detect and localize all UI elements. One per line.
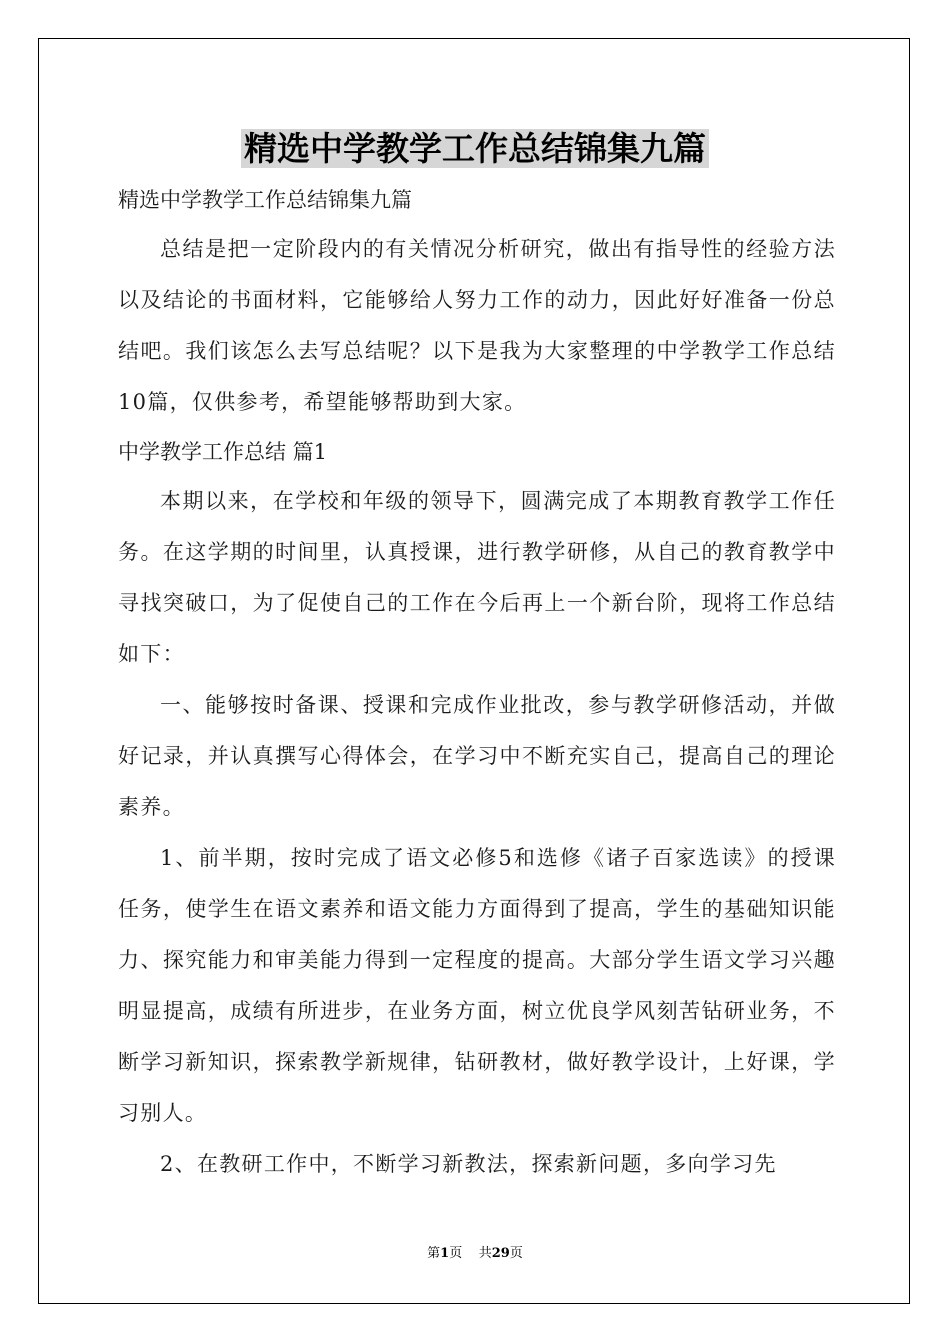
section-heading: 中学教学工作总结 篇1 [118, 440, 328, 464]
body-paragraph-4: 2、在教研工作中，不断学习新教法，探索新问题，多向学习先 [160, 1152, 777, 1176]
document-title-text: 精选中学教学工作总结锦集九篇 [241, 129, 709, 168]
footer-page-current: 1 [440, 1246, 450, 1261]
footer-prefix: 第 [427, 1246, 441, 1261]
page-footer [0, 1244, 950, 1264]
body-paragraph-3: 1、前半期，按时完成了语文必修5和选修《诸子百家选读》的授课任务，使学生在语文素养和语文能力方面得到了提高，学生的基础知识能力、探究能力和审美能力得到一定程度的提高。大部分学生语文学习兴趣明显提高，成绩有所进步，在业务方面，树立优良学风刻苦钻研业务，不断学习新知识，探索教学新规律，钻研教材，做好教学设计，上好课，学习别人。 [118, 846, 836, 1125]
document-title [0, 124, 950, 174]
intro-paragraph: 总结是把一定阶段内的有关情况分析研究，做出有指导性的经验方法以及结论的书面材料，它能够给人努力工作的动力，因此好好准备一份总结吧。我们该怎么去写总结呢？以下是我为大家整理的中学教学工作总结10篇，仅供参考，希望能够帮助到大家。 [118, 237, 836, 414]
body-paragraph-1: 本期以来，在学校和年级的领导下，圆满完成了本期教育教学工作任务。在这学期的时间里，认真授课，进行教学研修，从自己的教育教学中寻找突破口，为了促使自己的工作在今后再上一个新台阶，现将工作总结如下： [118, 489, 836, 666]
subtitle-line: 精选中学教学工作总结锦集九篇 [118, 188, 412, 212]
body-paragraph-2: 一、能够按时备课、授课和完成作业批改，参与教学研修活动，并做好记录，并认真撰写心得体会，在学习中不断充实自己，提高自己的理论素养。 [118, 693, 836, 819]
document-body [118, 176, 836, 1190]
footer-page-total: 29 [491, 1246, 510, 1261]
footer-suffix: 页 [509, 1246, 523, 1261]
footer-mid: 页 共 [449, 1246, 492, 1261]
